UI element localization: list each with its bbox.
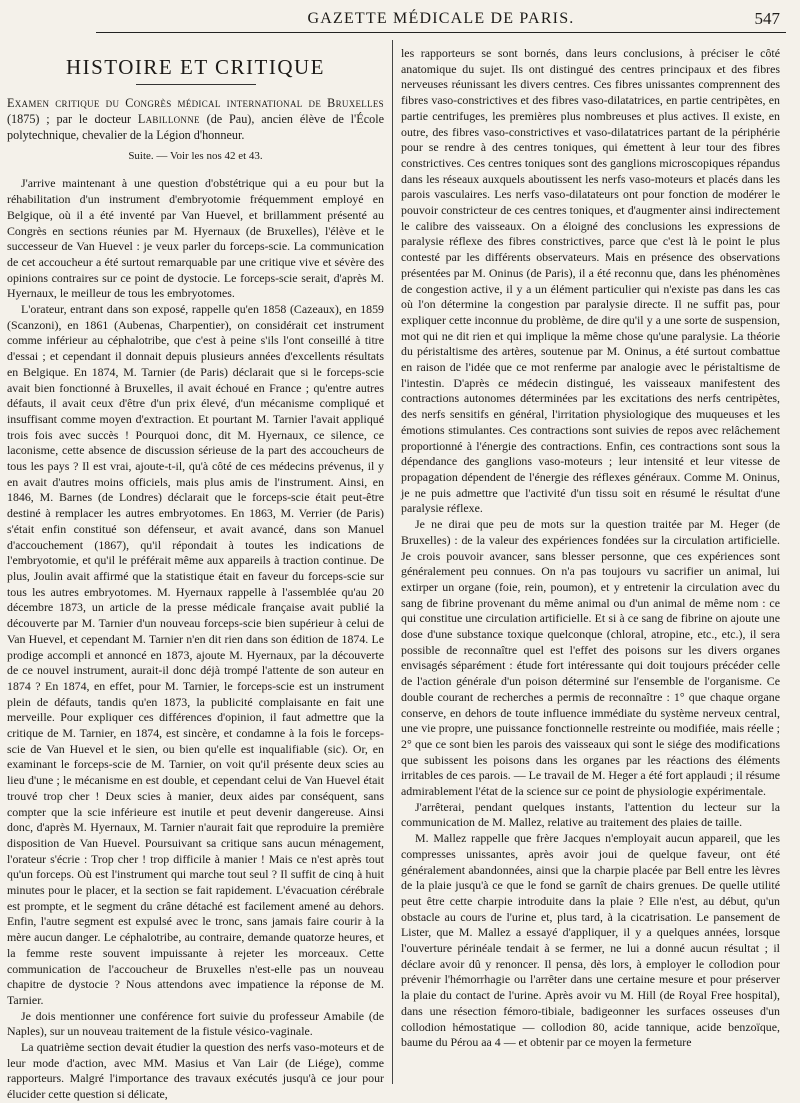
right-paragraph: Je ne dirai que peu de mots sur la question traitée par M. Heger (de Bruxelles) : de la valeur des expériences fondées sur la circulation artificielle. Je crois pouvoir avancer, sans blesser personne, que ces expériences sont généralement peu connues. On n'a pas toujours vu sacrifier un animal, lui extirper un organe (foie, rein, poumon), et y entretenir la circulation avec du sang de fibrine provenant du même animal ou d'un animal de même nom : ce qui constitue une circulation artificielle. Et si à ce sang de fibrine on ajoute une dose d'une substance toxique quelconque (chloral, atropine, etc., etc.), il sera possible de reconnaître quel est l'effet des poisons sur les divers organes envisagés séparément : étude fort intéressante qui doit toujours précéder celle de l'action générale d'un poison déterminé sur l'ensemble de l'organisme. Ce double courant de recherches a permis de reconnaître : 1° que chaque organe conserve, en dehors de toute influence immédiate du système nerveux central, une vie propre, une puissance fonctionnelle restreinte ou modifiée, mais réelle ; 2° que ce sont bien les parois des vaisseaux qui sont le siége des modifications que subissent les poisons dans les organes par les réactions des éléments irritables de ces parois. — Le travail de M. Heger a été fort applaudi ; il résume admirablement l'état de la science sur ce point de physiologie expérimentale. xyxy=(401,517,780,799)
continuation-note: Suite. — Voir les nos 42 et 43. xyxy=(128,149,263,162)
right-column xyxy=(401,46,780,1088)
article-heading xyxy=(7,95,384,143)
left-column xyxy=(7,42,384,1102)
article-author: Labillonne xyxy=(137,111,200,126)
left-paragraph: J'arrive maintenant à une question d'obstétrique qui a eu pour but la réhabilitation d'un instrument d'embryotomie fréquemment employé en Belgique, où il a été inventé par Van Huevel, et brillamment présenté au Congrès en sections réunies par M. Hyernaux (de Bruxelles), l'élève et le successeur de Van Huevel : je veux parler du forceps-scie. La communication de cet accoucheur a été surtout remarquable par une critique vive et sévère des opinions contraires sur ce point de dystocie. Le forceps-scie serait, d'après M. Hyernaux, le meilleur de tous les embryotomes. xyxy=(7,176,384,301)
left-paragraph: L'orateur, entrant dans son exposé, rappelle qu'en 1858 (Cazeaux), en 1859 (Scanzoni), en 1861 (Aubenas, Charpentier), on considérait cet instrument comme inférieur au céphalotribe, que c'est à peine s'ils l'ont conseillé à titre d'essai ; et cependant il donnait depuis plusieurs années d'excellents résultats en Belgique. En 1874, M. Tarnier (de Paris) déclarait que si le forceps-scie avait bien fonctionné à Bruxelles, il avait échoué en France ; qu'entre autres défauts, il avait ceux d'être d'un prix élevé, d'un mécanisme compliqué et insuffisant comme moyen d'extraction. Et pourtant M. Tarnier l'avait appliqué trois fois avec succès ! Pourquoi donc, dit M. Hyernaux, ce silence, ce laconisme, cette absence de discussion sérieuse de la part des accoucheurs de tous les pays ? Il est vrai, ajoute-t-il, qu'à côté de ces médecins prévenus, il y en avait d'autres moins officiels, mais plus amis de l'instrument. Ainsi, en 1846, M. Barnes (de Londres) déclarait que le forceps-scie était peut-être destiné à remplacer les autres embryotomes. En 1863, M. Verrier (de Paris) s'était enfin constitué son défenseur, et avait avancé, dans son Manuel d'accouchement (1867), qu'il répondait à toutes les indications de l'embryotomie, et qu'il le préférait même aux appareils à traction continue. De plus, Joulin avait affirmé que la statistique était en faveur du forceps-scie sur tous les autres embryotomes. M. Hyernaux rappelle à l'assemblée qu'au 20 décembre 1873, un article de la presse médicale française avait publié la découverte par M. Tarnier d'un nouveau forceps-scie bien supérieur à celui de Van Huevel, et cependant M. Tarnier n'en dit rien dans son édition de 1874. Le prodige accompli et annoncé en 1873, ajoute M. Hyernaux, par la découverte de ce nouvel instrument, aurait-il donc déjà trompé l'attente de son auteur en 1874 ? En 1874, en effet, pour M. Tarnier, le forceps-scie est un instrument plein de défauts, tandis qu'en 1873, la publicité complaisante en fait une merveille. Pour expliquer ces différences d'opinion, il faut admettre que la critique de M. Tarnier, en 1874, est sincère, et condamne à la fois le forceps-scie de Van Huevel et le sien, ou bien qu'elle est inqualifiable (sic). Or, en examinant le forceps-scie de M. Tarnier, on voit qu'il présente deux scies au lieu d'une ; le mécanisme en est double, et cependant celui de Van Huevel était trouvé trop cher ! Deux scies à manier, deux aides par conséquent, sans compter que la scie inférieure est inutile et peut devenir dangereuse. Ainsi donc, d'après M. Hyernaux, M. Tarnier n'aurait fait que reproduire la première disposition de Van Huevel. Poursuivant sa critique sans aucun ménagement, l'orateur s'écrie : Trop cher ! trop difficile à manier ! Mais ce n'est après tout qu'un forceps. Où est l'instrument qui marche tout seul ? Il suffit de cinq à huit minutes pour le placer, et la section se fait rapidement. L'évacuation cérébrale est prompte, et le segment du crâne détaché est facilement amené au dehors. Enfin, l'autre segment est expulsé avec le tronc, sans jamais faire courir à la mère aucun danger. Le céphalotribe, au contraire, demande quatorze heures, et la femme reste souvent impuissante à rejeter les morceaux. Cette communication de l'accoucheur de Bruxelles n'est-elle pas un nouveau chapitre de dystocie ? Nous attendons avec impatience la réponse de M. Tarnier. xyxy=(7,302,384,1007)
title-rule xyxy=(136,84,256,85)
article-heading-rest: (1875) ; par le docteur xyxy=(7,111,138,126)
running-header xyxy=(96,6,786,33)
article-heading-tail: (de Pau), ancien élève de l'École polytechnique, chevalier de la Légion d'honneur. xyxy=(7,111,384,142)
page-number: 547 xyxy=(754,9,780,28)
right-paragraph: les rapporteurs se sont bornés, dans leurs conclusions, à préciser le côté anatomique du sujet. Ils ont distingué des centres principaux et des fibres nerveuses réunissant les divers centres. Ces fibres unissantes comprennent des fibres vaso-constrictives et des fibres vaso-dilatatrices, en partie centripètes, en partie centrifuges, les premières plus nombreuses et plus actives. Il existe, en outre, des fibres vaso-constrictives et vaso-dilatatrices partant de la périphérie pour se rendre à des centres toniques, qui émettent à leur tour des fibres constrictives. Ces centres toniques sont des ganglions microscopiques répandus dans les réseaux auxquels aboutissent les nerfs vaso-moteurs et placés dans les parois vasculaires. Les nerfs vaso-dilatateurs ont pour fonction de modérer le pouvoir constricteur de ces centres toniques, et d'augmenter ainsi indirectement le calibre des vaisseaux. On a éloigné des conclusions les expressions de paralysie réflexe des fibres constrictives, parce que c'est là le point le plus contesté par les différents observateurs. Mais en présence des observations présentées par M. Oninus (de Paris), il a été reconnu que, dans les phénomènes de congestion active, il y a un élément particulier qui n'existe pas dans les cas où l'on détermine la congestion par paralysie directe. Il ne suffit pas, pour expliquer cette inconnue du problème, de dire qu'il y a une sorte de suspension, mot qui ne dit rien et qui implique la même chose qu'une paralysie. La théorie du péristaltisme des artères, soutenue par M. Oninus, a été surtout combattue en raison de l'idée que ce mot renferme par analogie avec le péristaltisme de l'intestin. D'après ce médecin distingué, les vaisseaux manifestent des contractions autonomes déterminées par les excitations des nerfs centripètes, des nerfs sensitifs en général, l'irritation physiologique des muqueuses et les émotions stimulantes. Ces contractions sont suivies de repos avec relâchement proportionné à l'énergie des contractions. Enfin, ces contractions sont sous la dépendance des ganglions vaso-moteurs ; leur intensité et leur vitesse de propagation dépendent de l'énergie des réflexes généraux. Comme M. Oninus, je ne puis admettre que l'activité d'un tissu soit en résumé le résultat d'une paralysie réflexe. xyxy=(401,46,780,516)
left-paragraph: La quatrième section devait étudier la question des nerfs vaso-moteurs et de leur mode d'action, avec MM. Masius et Van Lair (de Liége), comme rapporteurs. Malgré l'importance des travaux exécutés jusqu'à ce jour pour élucider cette question si délicate, xyxy=(7,1040,384,1102)
column-divider xyxy=(392,40,393,1084)
right-paragraph: J'arrêterai, pendant quelques instants, l'attention du lecteur sur la communication de M. Mallez, relative au traitement des plaies de taille. xyxy=(401,799,780,830)
article-heading-title: Examen critique du Congrès médical international de Bruxelles xyxy=(7,95,384,110)
right-paragraph: M. Mallez rappelle que frère Jacques n'employait aucun appareil, que les compresses unissantes, après avoir joui de quelque faveur, ont été généralement abandonnées, ainsi que la charpie placée par Bell entre les lèvres de la plaie jusqu'à ce que le fond se garnît de chairs grenues. De quelle utilité peut être cette charpie introduite dans la plaie ? Elle n'est, au début, qu'un obstacle au cours de l'urine et, plus tard, à la cicatrisation. Le pansement de Lister, que M. Mallez a essayé d'appliquer, il y a quelques années, lorsque l'ouverture périnéale tendait à se fermer, ne lui a donné aucun résultat ; il déclare avoir dû y renoncer. Il pensa, dès lors, à employer le collodion pour prévenir l'hémorrhagie ou l'arrêter dans une certaine mesure et pour préserver la plaie du contact de l'urine. Après avoir vu M. Hill (de Royal Free hospital), dans une résection fémoro-tibiale, badigeonner les surfaces osseuses d'un collodion hémostatique — collodion 80, acide tannique, acide benzoïque, baume du Pérou aa 4 — et obtenir par ce moyen la fermeture xyxy=(401,831,780,1050)
publication-title: GAZETTE MÉDICALE DE PARIS. xyxy=(307,10,575,27)
section-title: HISTOIRE ET CRITIQUE xyxy=(65,55,326,79)
left-paragraph: Je dois mentionner une conférence fort suivie du professeur Amabile (de Naples), sur un nouveau traitement de la fistule vésico-vaginale. xyxy=(7,1008,384,1039)
